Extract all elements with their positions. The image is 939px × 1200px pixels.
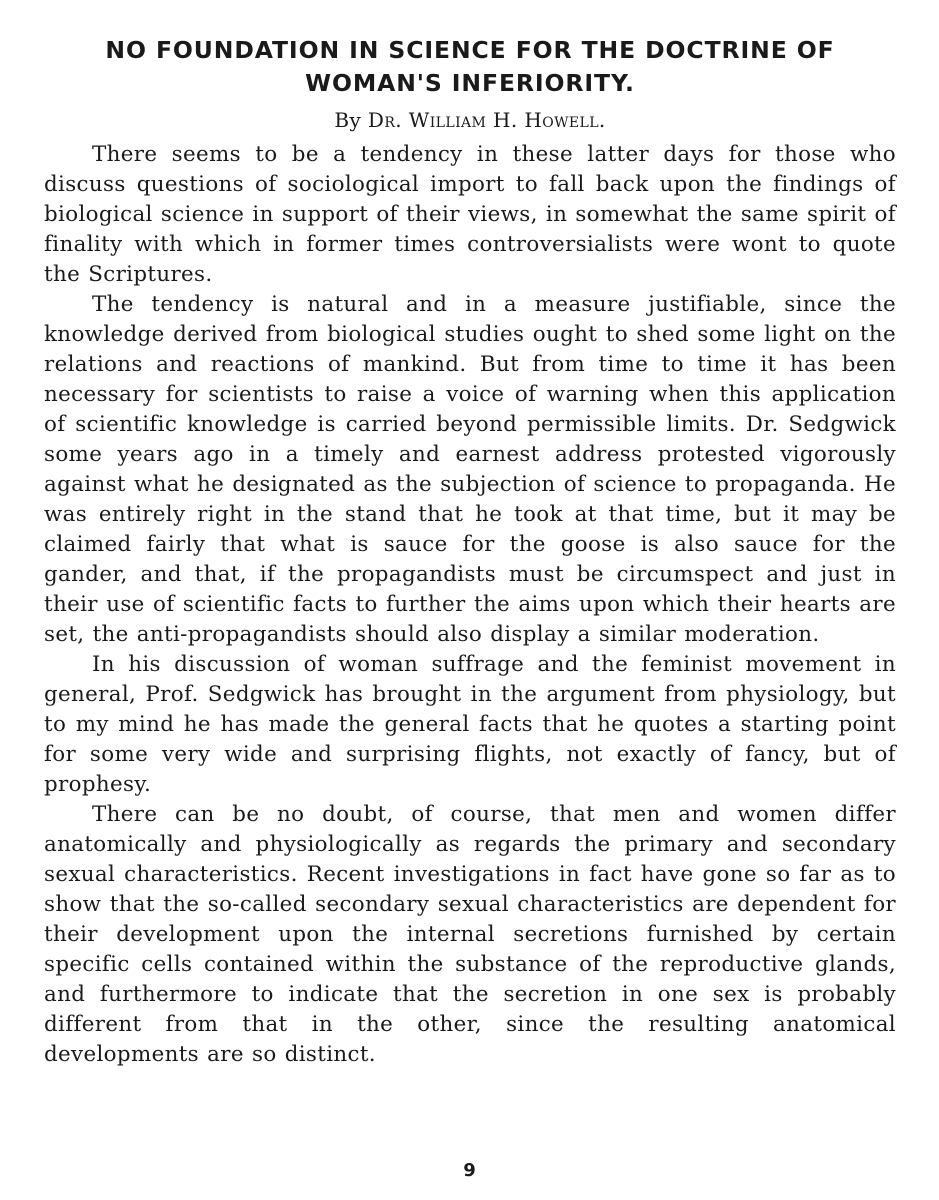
byline-prefix: By — [334, 108, 362, 132]
paragraph-2: The tendency is natural and in a measure justifiable, since the knowledge derived from biological studies ought to shed some light on the relations and reactions of mankind. But from time to time it has been necessary for scientists to raise a voice of warning when this application of scientific knowledge is carried beyond permissible limits. Dr. Sedgwick some years ago in a timely and earnest address protested vigorously against what he designated as the subjection of science to propaganda. He was entirely right in the stand that he took at that time, but it may be claimed fairly that what is sauce for the goose is also sauce for the gander, and that, if the propagandists must be circumspect and just in their use of scientific facts to further the aims upon which their hearts are set, the anti-propagandists should also display a similar moderation. — [44, 292, 896, 647]
byline-author: Dr. William H. Howell. — [367, 108, 606, 132]
page-number: 9 — [463, 1160, 476, 1181]
paragraph-1: There seems to be a tendency in these latter days for those who discuss questions of sociological import to fall back upon the findings of biological science in support of their views, in somewhat the same spirit of finality with which in former times controversialists were wont to quote the Scriptures. — [44, 142, 896, 287]
article-title — [44, 34, 896, 100]
byline — [44, 106, 896, 134]
paragraph-3: In his discussion of woman suffrage and the feminist movement in general, Prof. Sedgwick has brought in the argument from physiology, but to my mind he has made the general facts that he quotes a starting point for some very wide and surprising flights, not exactly of fancy, but of prophesy. — [44, 652, 896, 797]
title-line-2: WOMAN'S INFERIORITY. — [305, 69, 635, 97]
paragraph-4: There can be no doubt, of course, that men and women differ anatomically and physiologically as regards the primary and secondary sexual characteristics. Recent investigations in fact have gone so far as to show that the so-called secondary sexual characteristics are dependent for their development upon the internal secretions furnished by certain specific cells contained within the substance of the reproductive glands, and furthermore to indicate that the secretion in one sex is probably different from that in the other, since the resulting anatomical developments are so distinct. — [44, 802, 896, 1067]
article — [44, 34, 896, 1070]
title-line-1: NO FOUNDATION IN SCIENCE FOR THE DOCTRINE OF — [105, 36, 835, 64]
